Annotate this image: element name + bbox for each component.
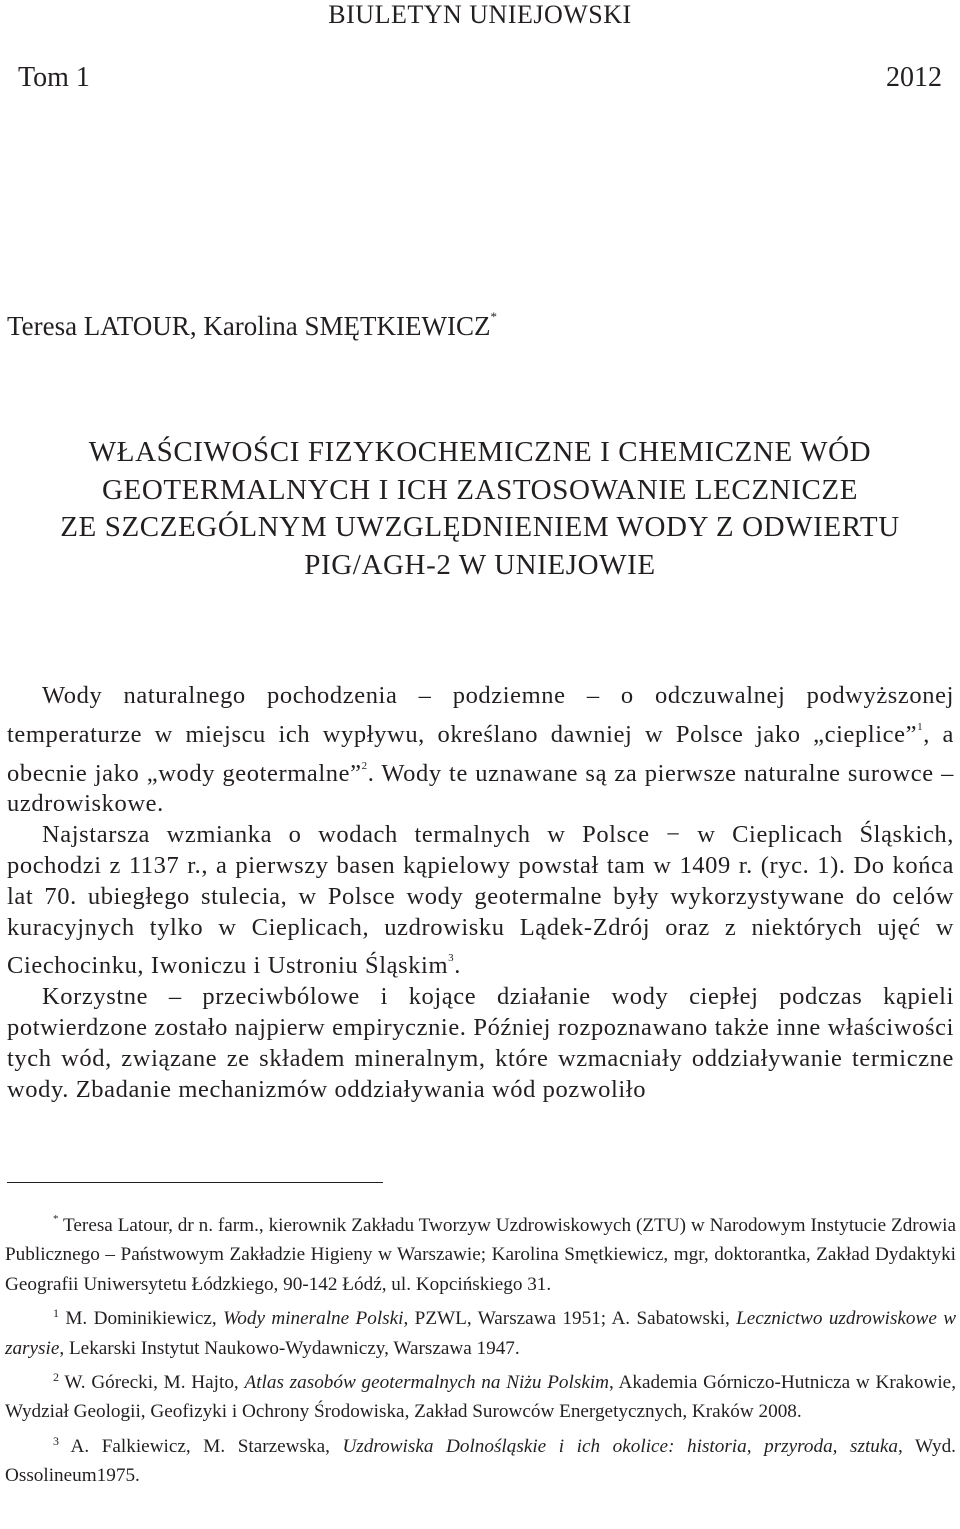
body-paragraph — [7, 681, 954, 820]
footnote-3 — [5, 1427, 956, 1491]
footnotes — [5, 1205, 956, 1491]
footnote-text: W. Górecki, M. Hajto, — [59, 1372, 245, 1394]
body-text-run: Najstarsza wzmianka o wodach termalnych w Polsce − w Cieplicach Śląskich, pochodzi z 1137 r., a pierwszy basen kąpielowy powstał tam w 1409 r. (ryc. 1). Do końca lat 70. ubiegłego stulecia, w Polsce wody geotermalne były wykorzystywane do celów kuracyjnych tylko w Cieplicach, uzdrowisku Lądek-Zdrój oraz z niektórych ujęć w Ciechocinku, Iwoniczu i Ustroniu Śląskim — [7, 821, 954, 980]
footnote-author-affiliation — [5, 1205, 956, 1299]
title-line: ZE SZCZEGÓLNYM UWZGLĘDNIENIEM WODY Z ODWIERTU — [60, 511, 900, 543]
title-line: GEOTERMALNYCH I ICH ZASTOSOWANIE LECZNICZE — [101, 473, 859, 506]
article-body — [7, 681, 954, 1105]
publication-year: 2012 — [886, 62, 942, 93]
cited-title: Atlas zasobów geotermalnych na Niżu Polskim — [244, 1372, 610, 1394]
footnote-ref: 3 — [448, 952, 455, 965]
journal-running-head: BIULETYN UNIEJOWSKI — [328, 0, 632, 29]
footnote-marker: 2 — [53, 1370, 59, 1385]
footnote-ref: 2 — [361, 759, 368, 772]
author-names: Teresa LATOUR, Karolina SMĘTKIEWICZ — [7, 311, 491, 341]
body-text-run: , a obecnie jako „wody geotermalne” — [7, 720, 954, 787]
footnote-marker: * — [53, 1213, 59, 1225]
volume-line — [18, 62, 942, 94]
footnote-text: , PZWL, Warszawa 1951; A. Sabatowski, — [403, 1308, 737, 1330]
cited-title: Wody mineralne Polski — [223, 1308, 404, 1330]
footnote-separator — [7, 1182, 383, 1183]
volume-number: Tom 1 — [18, 62, 90, 93]
footnote-text: Teresa Latour, dr n. farm., kierownik Zakładu Tworzyw Uzdrowiskowych (ZTU) w Narodowym Instytucie Zdrowia Publicznego – Państwowym Zakładzie Higieny w Warszawie; Karolina Smętkiewicz, mgr, doktorantka, Zakład Dydaktyki Geografii Uniwersytetu Łódzkiego, 90-142 Łódź, ul. Kopcińskiego 31. — [5, 1215, 956, 1295]
author-footnote-marker: * — [490, 309, 497, 324]
article-title — [0, 434, 960, 584]
body-paragraph — [7, 820, 954, 982]
footnote-2 — [5, 1363, 956, 1427]
title-line: PIG/AGH-2 W UNIEJOWIE — [304, 548, 656, 581]
footnote-1 — [5, 1299, 956, 1363]
footnote-text: , Akademia Górniczo-Hutnicza w Krakowie, Wydział Geologii, Geofizyki i Ochrony Środowiska, Zakład Surowców Energetycznych, Kraków 2008. — [5, 1372, 956, 1423]
body-text-run: Wody naturalnego pochodzenia – podziemne – o odczuwalnej podwyższonej temperaturze w miejscu ich wypływu, określano dawniej w Polsce jako „cieplice” — [7, 682, 954, 748]
body-text-run: . — [454, 952, 461, 980]
author-line — [7, 301, 497, 342]
footnote-text: M. Dominikiewicz, — [59, 1308, 224, 1330]
footnote-marker: 3 — [53, 1433, 59, 1448]
title-line: WŁAŚCIWOŚCI FIZYKOCHEMICZNE I CHEMICZNE WÓD — [88, 436, 872, 468]
cited-title: Lecznictwo uzdrowiskowe w zarysie — [5, 1308, 957, 1359]
cited-title: Uzdrowiska Dolnośląskie i ich okolice: historia, przyroda, sztuka — [342, 1435, 899, 1457]
footnote-ref: 1 — [917, 720, 924, 733]
footnote-text: A. Falkiewicz, M. Starzewska, — [59, 1435, 343, 1457]
footnote-text: , Wyd. Ossolineum1975. — [5, 1435, 956, 1487]
footnote-text: , Lekarski Instytut Naukowo-Wydawniczy, Warszawa 1947. — [59, 1337, 520, 1359]
body-text-run: . Wody te uznawane są za pierwsze naturalne surowce – uzdrowiskowe. — [7, 759, 954, 818]
body-paragraph: Korzystne – przeciwbólowe i kojące działanie wody ciepłej podczas kąpieli potwierdzone zostało najpierw empirycznie. Później rozpoznawano także inne właściwości tych wód, związane ze składem mineralnym, które wzmacniały oddziaływanie termiczne wody. Zbadanie mechanizmów oddziaływania wód pozwoliło — [7, 983, 954, 1103]
footnote-marker: 1 — [53, 1306, 59, 1321]
